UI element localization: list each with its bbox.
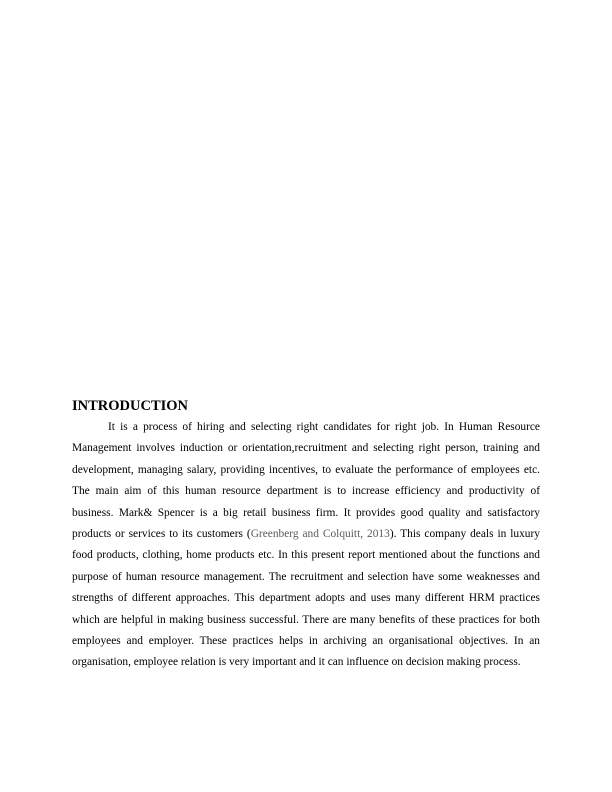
- citation-reference: Greenberg and Colquitt, 2013: [250, 528, 390, 541]
- paragraph-text-part-2: ). This company deals in luxury food products, clothing, home products etc. In this present report mentioned about the functions and purpose of human resource management. The recruitment and selection have some weaknesses and strengths of different approaches. This department adopts and uses many different HRM practices which are helpful in making business successful. There are many benefits of these practices for both employees and employer. These practices helps in archiving an organisational objectives. In an organisation, employee relation is very important and it can influence on decision making process.: [72, 528, 540, 669]
- introduction-section: [72, 397, 540, 674]
- paragraph-text-part-1: It is a process of hiring and selecting right candidates for right job. In Human Resource Management involves induction or orientation,recruitment and selecting right person, training and development, managing salary, providing incentives, to evaluate the performance of employees etc. The main aim of this human resource department is to increase efficiency and productivity of business. Mark& Spencer is a big retail business firm. It provides good quality and satisfactory products or services to its customers (: [72, 421, 540, 541]
- section-heading: INTRODUCTION: [72, 398, 189, 414]
- introduction-paragraph: [72, 417, 540, 674]
